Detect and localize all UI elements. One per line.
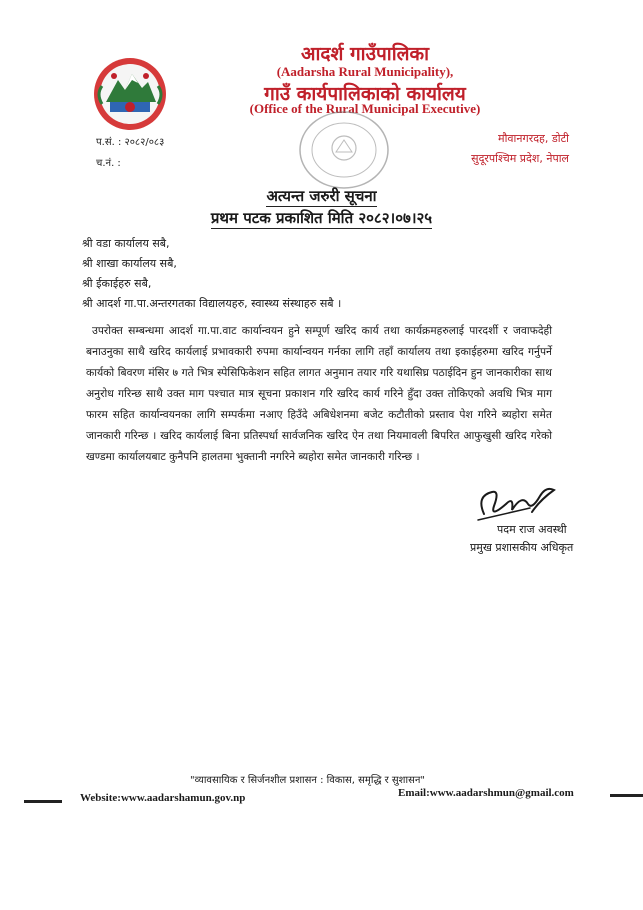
recipient-item: श्री आदर्श गा.पा.अन्तरगतका विद्यालयहरु, स्वास्थ्य संस्थाहरु सबै । bbox=[82, 297, 342, 310]
municipality-name-np: आदर्श गाउँपालिका bbox=[300, 43, 430, 65]
notice-title: अत्यन्त जरुरी सूचना bbox=[266, 187, 377, 205]
recipient-item: श्री ईकाईहरु सबै, bbox=[82, 277, 152, 290]
footer-rule-right bbox=[610, 794, 643, 797]
government-emblem-icon bbox=[92, 56, 168, 132]
footer-email[interactable]: Email:www.aadarshmun@gmail.com bbox=[398, 787, 574, 799]
notice-body: उपरोक्त सम्बन्धमा आदर्श गा.पा.वाट कार्यान्वयन हुने सम्पूर्ण खरिद कार्य तथा कार्यक्रमहरुलाई पारदर्शी र जवाफदेही बनाउनुका साथै खरिद कार्यलाई प्रभावकारी रुपमा कार्यान्वयन गर्नका लागि तहाँ कार्यालय तथा इकाईहरुमा खरिद गर्नुपर्ने कार्यको बिवरण मंसिर ७ गते भित्र स्पेसिफिकेशन सहित लागत अनुमान तयार गरि यथासिघ्र पठाईदिन हुन जानकारीका साथ अनुरोध गरिन्छ साथै उक्त माग पश्चात मात्र सूचना प्रकाशन गरि खरिद कार्य गरिने हुँदा उक्त तोकिएको अवधि भित्र माग फारम सहित कार्यान्वयनका लागि सम्पर्कमा नआए हिउँदे अबिधेशनमा बजेट कटौतीको प्रस्ताव पेश गरिने ब्यहोरा समेत जानकारी गरिन्छ । खरिद कार्यलाई बिना प्रतिस्पर्धा सार्वजनिक खरिद ऐन तथा नियमावली बिपरित आफुखुसी खरिद गरेको खण्डमा कार्यालयबाट कुनैपनि हालतमा भुक्तानी नगरिने ब्यहोरा समेत जानकारी गरिन्छ । bbox=[86, 324, 552, 463]
office-name-np: गाउँ कार्यपालिकाको कार्यालय bbox=[264, 83, 466, 105]
address-line-1: मौवानगरदह, डोटी bbox=[498, 132, 569, 145]
recipient-item: श्री शाखा कार्यालय सबै, bbox=[82, 257, 177, 270]
dispatch-number: च.नं. : bbox=[96, 158, 121, 169]
signatory-name: पदम राज अवस्थी bbox=[497, 523, 567, 536]
footer-website[interactable]: Website:www.aadarshamun.gov.np bbox=[80, 792, 246, 804]
office-seal-icon bbox=[296, 108, 392, 192]
recipient-item: श्री वडा कार्यालय सबै, bbox=[82, 237, 170, 250]
office-name-en: (Office of the Rural Municipal Executive) bbox=[249, 101, 481, 116]
notice-subtitle: प्रथम पटक प्रकाशित मिति २०८२।०७।२५ bbox=[210, 209, 433, 227]
signature-icon bbox=[470, 474, 566, 524]
address-line-2: सुदूरपश्चिम प्रदेश, नेपाल bbox=[471, 152, 569, 165]
municipality-name-en: (Aadarsha Rural Municipality), bbox=[276, 64, 454, 79]
reference-number: प.सं. : २०८२/०८३ bbox=[96, 137, 165, 148]
signatory-title: प्रमुख प्रशासकीय अधिकृत bbox=[470, 541, 574, 554]
footer-rule-left bbox=[24, 800, 62, 803]
footer-slogan: "व्यावसायिक र सिर्जनशील प्रशासन : विकास, समृद्धि र सुशासन" bbox=[190, 775, 425, 786]
